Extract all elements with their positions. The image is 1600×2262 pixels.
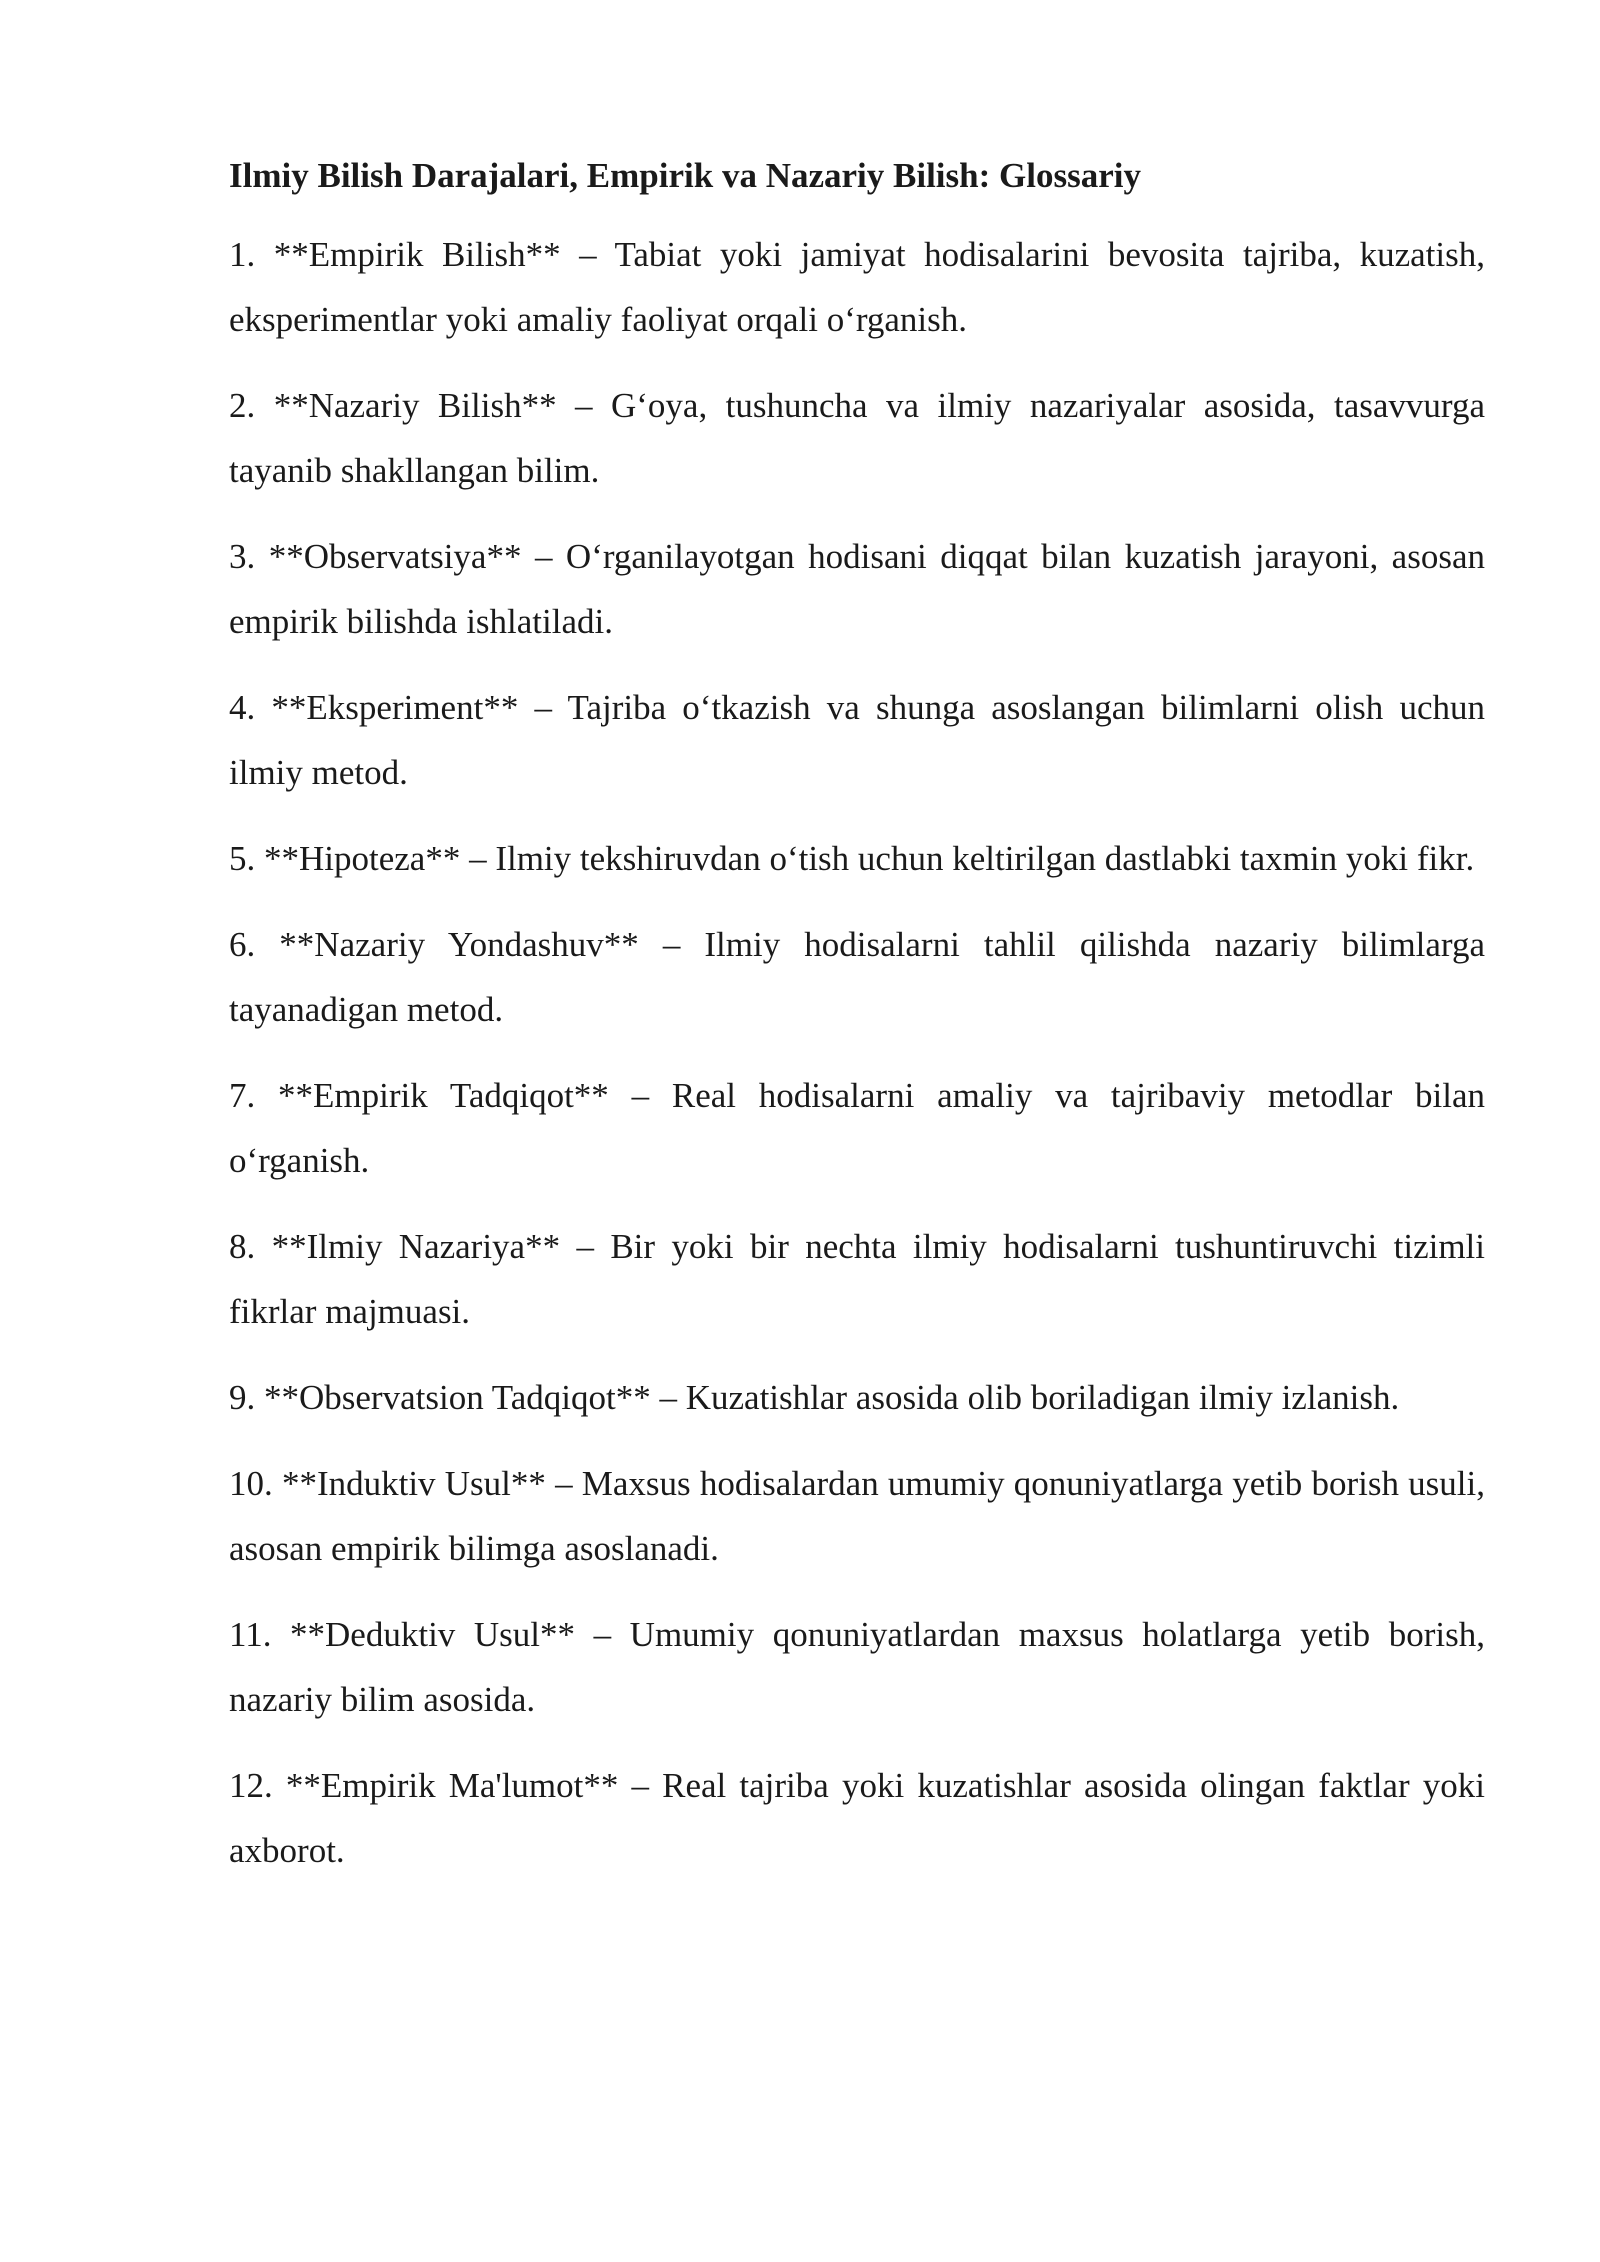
document-body xyxy=(229,148,1485,1904)
glossary-entry-10: 10. **Induktiv Usul** – Maxsus hodisalardan umumiy qonuniyatlarga yetib borish usuli, asosan empirik bilimga asoslanadi. xyxy=(229,1464,1485,1568)
glossary-entry-12: 12. **Empirik Ma'lumot** – Real tajriba yoki kuzatishlar asosida olingan faktlar yoki axborot. xyxy=(229,1766,1485,1870)
glossary-entry-2: 2. **Nazariy Bilish** – G‘oya, tushuncha va ilmiy nazariyalar asosida, tasavvurga tayanib shakllangan bilim. xyxy=(229,386,1485,490)
glossary-entry-5: 5. **Hipoteza** – Ilmiy tekshiruvdan o‘tish uchun keltirilgan dastlabki taxmin yoki fikr. xyxy=(229,839,1475,878)
document-title: Ilmiy Bilish Darajalari, Empirik va Nazariy Bilish: Glossariy xyxy=(229,156,1141,195)
glossary-entry-1: 1. **Empirik Bilish** – Tabiat yoki jamiyat hodisalarini bevosita tajriba, kuzatish, eksperimentlar yoki amaliy faoliyat orqali o‘rganish. xyxy=(229,235,1485,339)
glossary-entry-3: 3. **Observatsiya** – O‘rganilayotgan hodisani diqqat bilan kuzatish jarayoni, asosan empirik bilishda ishlatiladi. xyxy=(229,537,1485,641)
glossary-entry-7: 7. **Empirik Tadqiqot** – Real hodisalarni amaliy va tajribaviy metodlar bilan o‘rganish. xyxy=(229,1076,1485,1180)
glossary-entry-9: 9. **Observatsion Tadqiqot** – Kuzatishlar asosida olib boriladigan ilmiy izlanish. xyxy=(229,1378,1400,1417)
glossary-entry-11: 11. **Deduktiv Usul** – Umumiy qonuniyatlardan maxsus holatlarga yetib borish, nazariy bilim asosida. xyxy=(229,1615,1485,1719)
glossary-entry-8: 8. **Ilmiy Nazariya** – Bir yoki bir nechta ilmiy hodisalarni tushuntiruvchi tizimli fikrlar majmuasi. xyxy=(229,1227,1485,1331)
glossary-entry-4: 4. **Eksperiment** – Tajriba o‘tkazish va shunga asoslangan bilimlarni olish uchun ilmiy metod. xyxy=(229,688,1485,792)
glossary-entry-6: 6. **Nazariy Yondashuv** – Ilmiy hodisalarni tahlil qilishda nazariy bilimlarga tayanadigan metod. xyxy=(229,925,1485,1029)
